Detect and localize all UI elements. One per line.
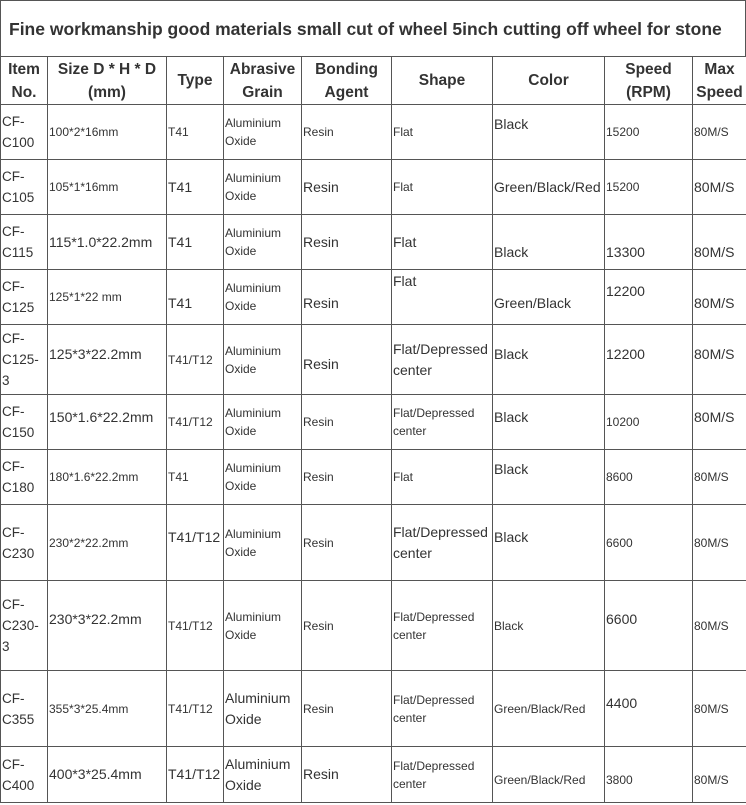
cell-type: T41	[167, 215, 224, 270]
cell-bonding-agent: Resin	[302, 671, 392, 747]
cell-item-no: CF- C400	[1, 747, 48, 803]
cell-speed: 6600	[605, 505, 693, 581]
cell-speed: 3800	[605, 747, 693, 803]
cell-max-speed: 80M/S	[693, 395, 746, 450]
cell-color: Green/Black	[493, 270, 605, 325]
cell-item-no: CF- C230-3	[1, 581, 48, 671]
cell-size: 230*2*22.2mm	[48, 505, 167, 581]
cell-type: T41/T12	[167, 395, 224, 450]
cell-type: T41/T12	[167, 325, 224, 395]
cell-type: T41	[167, 270, 224, 325]
cell-abrasive-grain: Aluminium Oxide	[224, 105, 302, 160]
cell-max-speed: 80M/S	[693, 160, 746, 215]
cell-shape: Flat/Depressed center	[392, 747, 493, 803]
table-row	[1, 450, 746, 505]
cell-max-speed: 80M/S	[693, 105, 746, 160]
cell-type: T41	[167, 450, 224, 505]
cell-shape: Flat/Depressed center	[392, 581, 493, 671]
table-row	[1, 747, 746, 803]
cell-shape: Flat/Depressed center	[392, 395, 493, 450]
header-shape: Shape	[392, 57, 493, 105]
cell-shape: Flat/Depressed center	[392, 325, 493, 395]
table-row	[1, 325, 746, 395]
cell-shape: Flat	[392, 450, 493, 505]
cell-speed: 12200	[605, 325, 693, 395]
header-row	[1, 57, 746, 105]
cell-bonding-agent: Resin	[302, 747, 392, 803]
cell-bonding-agent: Resin	[302, 105, 392, 160]
cell-max-speed: 80M/S	[693, 450, 746, 505]
cell-size: 150*1.6*22.2mm	[48, 395, 167, 450]
cell-shape: Flat/Depressed center	[392, 671, 493, 747]
cell-speed: 4400	[605, 671, 693, 747]
cell-speed: 13300	[605, 215, 693, 270]
cell-size: 100*2*16mm	[48, 105, 167, 160]
cell-max-speed: 80M/S	[693, 747, 746, 803]
cell-type: T41/T12	[167, 747, 224, 803]
cell-shape: Flat/Depressed center	[392, 505, 493, 581]
cell-speed: 15200	[605, 160, 693, 215]
cell-abrasive-grain: Aluminium Oxide	[224, 581, 302, 671]
cell-max-speed: 80M/S	[693, 581, 746, 671]
cell-color: Black	[493, 395, 605, 450]
cell-bonding-agent: Resin	[302, 395, 392, 450]
cell-type: T41/T12	[167, 505, 224, 581]
header-item-no: Item No.	[1, 57, 48, 105]
cell-color: Black	[493, 215, 605, 270]
cell-color: Black	[493, 105, 605, 160]
cell-abrasive-grain: Aluminium Oxide	[224, 450, 302, 505]
table-row	[1, 671, 746, 747]
cell-size: 400*3*25.4mm	[48, 747, 167, 803]
cell-shape: Flat	[392, 215, 493, 270]
cell-item-no: CF- C355	[1, 671, 48, 747]
cell-type: T41	[167, 105, 224, 160]
cell-size: 355*3*25.4mm	[48, 671, 167, 747]
cell-max-speed: 80M/S	[693, 270, 746, 325]
cell-bonding-agent: Resin	[302, 215, 392, 270]
cell-color: Black	[493, 505, 605, 581]
cell-size: 125*3*22.2mm	[48, 325, 167, 395]
cell-abrasive-grain: Aluminium Oxide	[224, 505, 302, 581]
cell-item-no: CF- C230	[1, 505, 48, 581]
cell-speed: 8600	[605, 450, 693, 505]
header-color: Color	[493, 57, 605, 105]
cell-abrasive-grain: Aluminium Oxide	[224, 747, 302, 803]
cell-size: 125*1*22 mm	[48, 270, 167, 325]
cell-abrasive-grain: Aluminium Oxide	[224, 395, 302, 450]
cell-shape: Flat	[392, 270, 493, 325]
cell-abrasive-grain: Aluminium Oxide	[224, 270, 302, 325]
cell-shape: Flat	[392, 160, 493, 215]
page-title: Fine workmanship good materials small cut of wheel 5inch cutting off wheel for stone	[0, 0, 746, 56]
cell-max-speed: 80M/S	[693, 325, 746, 395]
cell-speed: 10200	[605, 395, 693, 450]
cell-max-speed: 80M/S	[693, 215, 746, 270]
cell-item-no: CF- C115	[1, 215, 48, 270]
cell-max-speed: 80M/S	[693, 505, 746, 581]
cell-bonding-agent: Resin	[302, 450, 392, 505]
cell-color: Green/Black/Red	[493, 747, 605, 803]
cell-bonding-agent: Resin	[302, 325, 392, 395]
cell-size: 180*1.6*22.2mm	[48, 450, 167, 505]
cell-abrasive-grain: Aluminium Oxide	[224, 325, 302, 395]
cell-color: Black	[493, 450, 605, 505]
table-row	[1, 270, 746, 325]
cell-item-no: CF- C125	[1, 270, 48, 325]
table-row	[1, 105, 746, 160]
header-speed: Speed (RPM)	[605, 57, 693, 105]
cell-color: Green/Black/Red	[493, 671, 605, 747]
cell-speed: 12200	[605, 270, 693, 325]
cell-bonding-agent: Resin	[302, 505, 392, 581]
cell-type: T41	[167, 160, 224, 215]
cell-size: 105*1*16mm	[48, 160, 167, 215]
table-row	[1, 581, 746, 671]
cell-type: T41/T12	[167, 581, 224, 671]
cell-abrasive-grain: Aluminium Oxide	[224, 215, 302, 270]
cell-speed: 6600	[605, 581, 693, 671]
cell-color: Green/Black/Red	[493, 160, 605, 215]
cell-color: Black	[493, 581, 605, 671]
cell-size: 115*1.0*22.2mm	[48, 215, 167, 270]
header-max-speed: Max Speed	[693, 57, 746, 105]
cell-shape: Flat	[392, 105, 493, 160]
cell-bonding-agent: Resin	[302, 581, 392, 671]
header-type: Type	[167, 57, 224, 105]
table-row	[1, 215, 746, 270]
table-row	[1, 160, 746, 215]
cell-max-speed: 80M/S	[693, 671, 746, 747]
cell-size: 230*3*22.2mm	[48, 581, 167, 671]
header-size: Size D * H * D (mm)	[48, 57, 167, 105]
cell-item-no: CF- C150	[1, 395, 48, 450]
cell-type: T41/T12	[167, 671, 224, 747]
cell-item-no: CF- C125-3	[1, 325, 48, 395]
header-abrasive-grain: Abrasive Grain	[224, 57, 302, 105]
spec-table	[0, 56, 746, 803]
cell-item-no: CF- C105	[1, 160, 48, 215]
cell-item-no: CF- C100	[1, 105, 48, 160]
cell-item-no: CF- C180	[1, 450, 48, 505]
cell-color: Black	[493, 325, 605, 395]
cell-abrasive-grain: Aluminium Oxide	[224, 160, 302, 215]
table-row	[1, 395, 746, 450]
cell-bonding-agent: Resin	[302, 160, 392, 215]
header-bonding-agent: Bonding Agent	[302, 57, 392, 105]
cell-bonding-agent: Resin	[302, 270, 392, 325]
cell-abrasive-grain: Aluminium Oxide	[224, 671, 302, 747]
table-row	[1, 505, 746, 581]
cell-speed: 15200	[605, 105, 693, 160]
